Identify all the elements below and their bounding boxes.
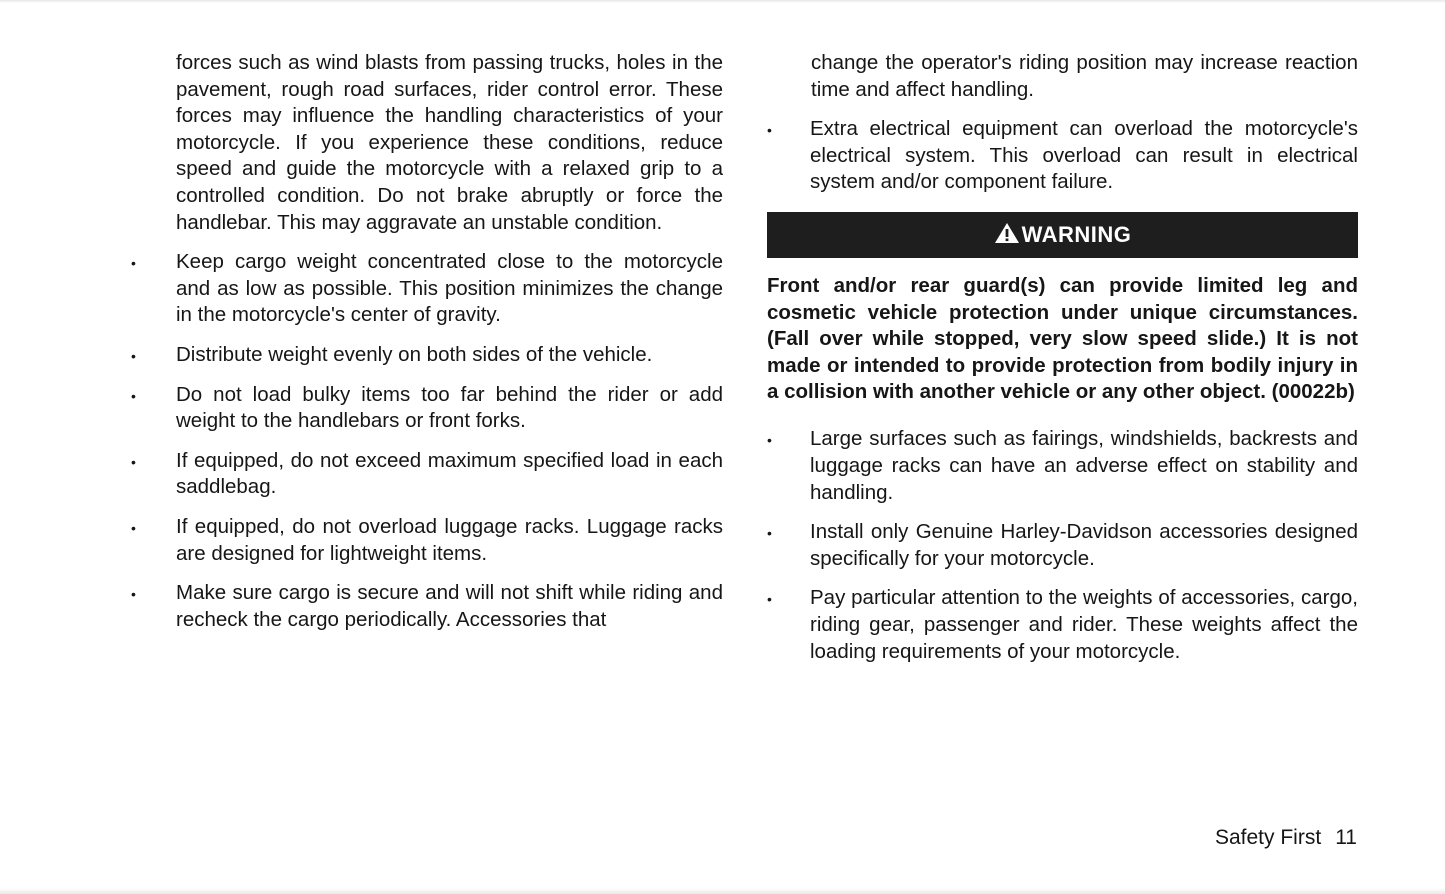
warning-banner [767,212,1358,258]
list-item: • If equipped, do not overload luggage racks. Luggage racks are designed for lightweight items. [131,514,723,565]
bullet-icon: • [131,255,136,272]
list-item: • If equipped, do not exceed maximum specified load in each saddlebag. [131,448,723,499]
warning-label: WARNING [1021,221,1132,247]
list-item: • Large surfaces such as fairings, windshields, backrests and luggage racks can have an adverse effect on stability and handling. [767,427,1358,504]
right-top-bullet-list [767,116,1358,196]
bullet-icon: • [767,432,772,449]
list-item: • Extra electrical equipment can overload the motorcycle's electrical system. This overload can result in electrical system and/or component failure. [767,117,1358,194]
bullet-icon: • [131,519,136,536]
list-item: • Keep cargo weight concentrated close to the motorcycle and as low as possible. This position minimizes the change in the motorcycle's center of gravity. [131,250,723,327]
list-item: • Install only Genuine Harley-Davidson accessories designed specifically for your motorcycle. [767,520,1358,570]
list-item: • Pay particular attention to the weights of accessories, cargo, riding gear, passenger and rider. These weights affect the loading requirements of your motorcycle. [767,586,1358,663]
bullet-icon: • [767,591,772,608]
bullet-icon: • [767,525,772,542]
list-item: • Make sure cargo is secure and will not shift while riding and recheck the cargo periodically. Accessories that [131,581,723,631]
right-intro-paragraph: change the operator's riding position may increase reaction time and affect handling. [811,51,1358,101]
page-top-edge [0,0,1445,3]
left-column [131,50,723,646]
bullet-icon: • [131,387,136,404]
footer-section-title: Safety First [1214,826,1322,849]
bullet-icon: • [131,453,136,470]
bullet-icon: • [131,586,136,603]
right-column [767,50,1358,678]
bullet-icon: • [767,122,772,139]
list-item: • Distribute weight evenly on both sides of the vehicle. [176,342,723,369]
page-footer [1215,824,1357,852]
page-bottom-edge [0,888,1445,894]
bullet-icon: • [131,347,136,364]
page-number: 11 [1335,826,1357,849]
right-bottom-bullet-list [767,426,1358,665]
list-item: • Do not load bulky items too far behind the rider or add weight to the handlebars or front forks. [131,382,723,433]
warning-triangle-icon [994,222,1020,244]
left-bullet-list [131,249,723,633]
warning-text: Front and/or rear guard(s) can provide limited leg and cosmetic vehicle protection under unique circumstances. (Fall over while stopped, very slow speed slide.) It is not made or intended to provide protection from bodily injury in a collision with another vehicle or any other object. (00022b) [767,273,1358,404]
left-intro-paragraph: forces such as wind blasts from passing trucks, holes in the pavement, rough road surfaces, rider control error. These forces may influence the handling characteristics of your motorcycle. If you experience these conditions, reduce speed and guide the motorcycle with a relaxed grip to a controlled condition. Do not brake abruptly or force the handlebar. This may aggravate an unstable condition. [176,51,723,234]
